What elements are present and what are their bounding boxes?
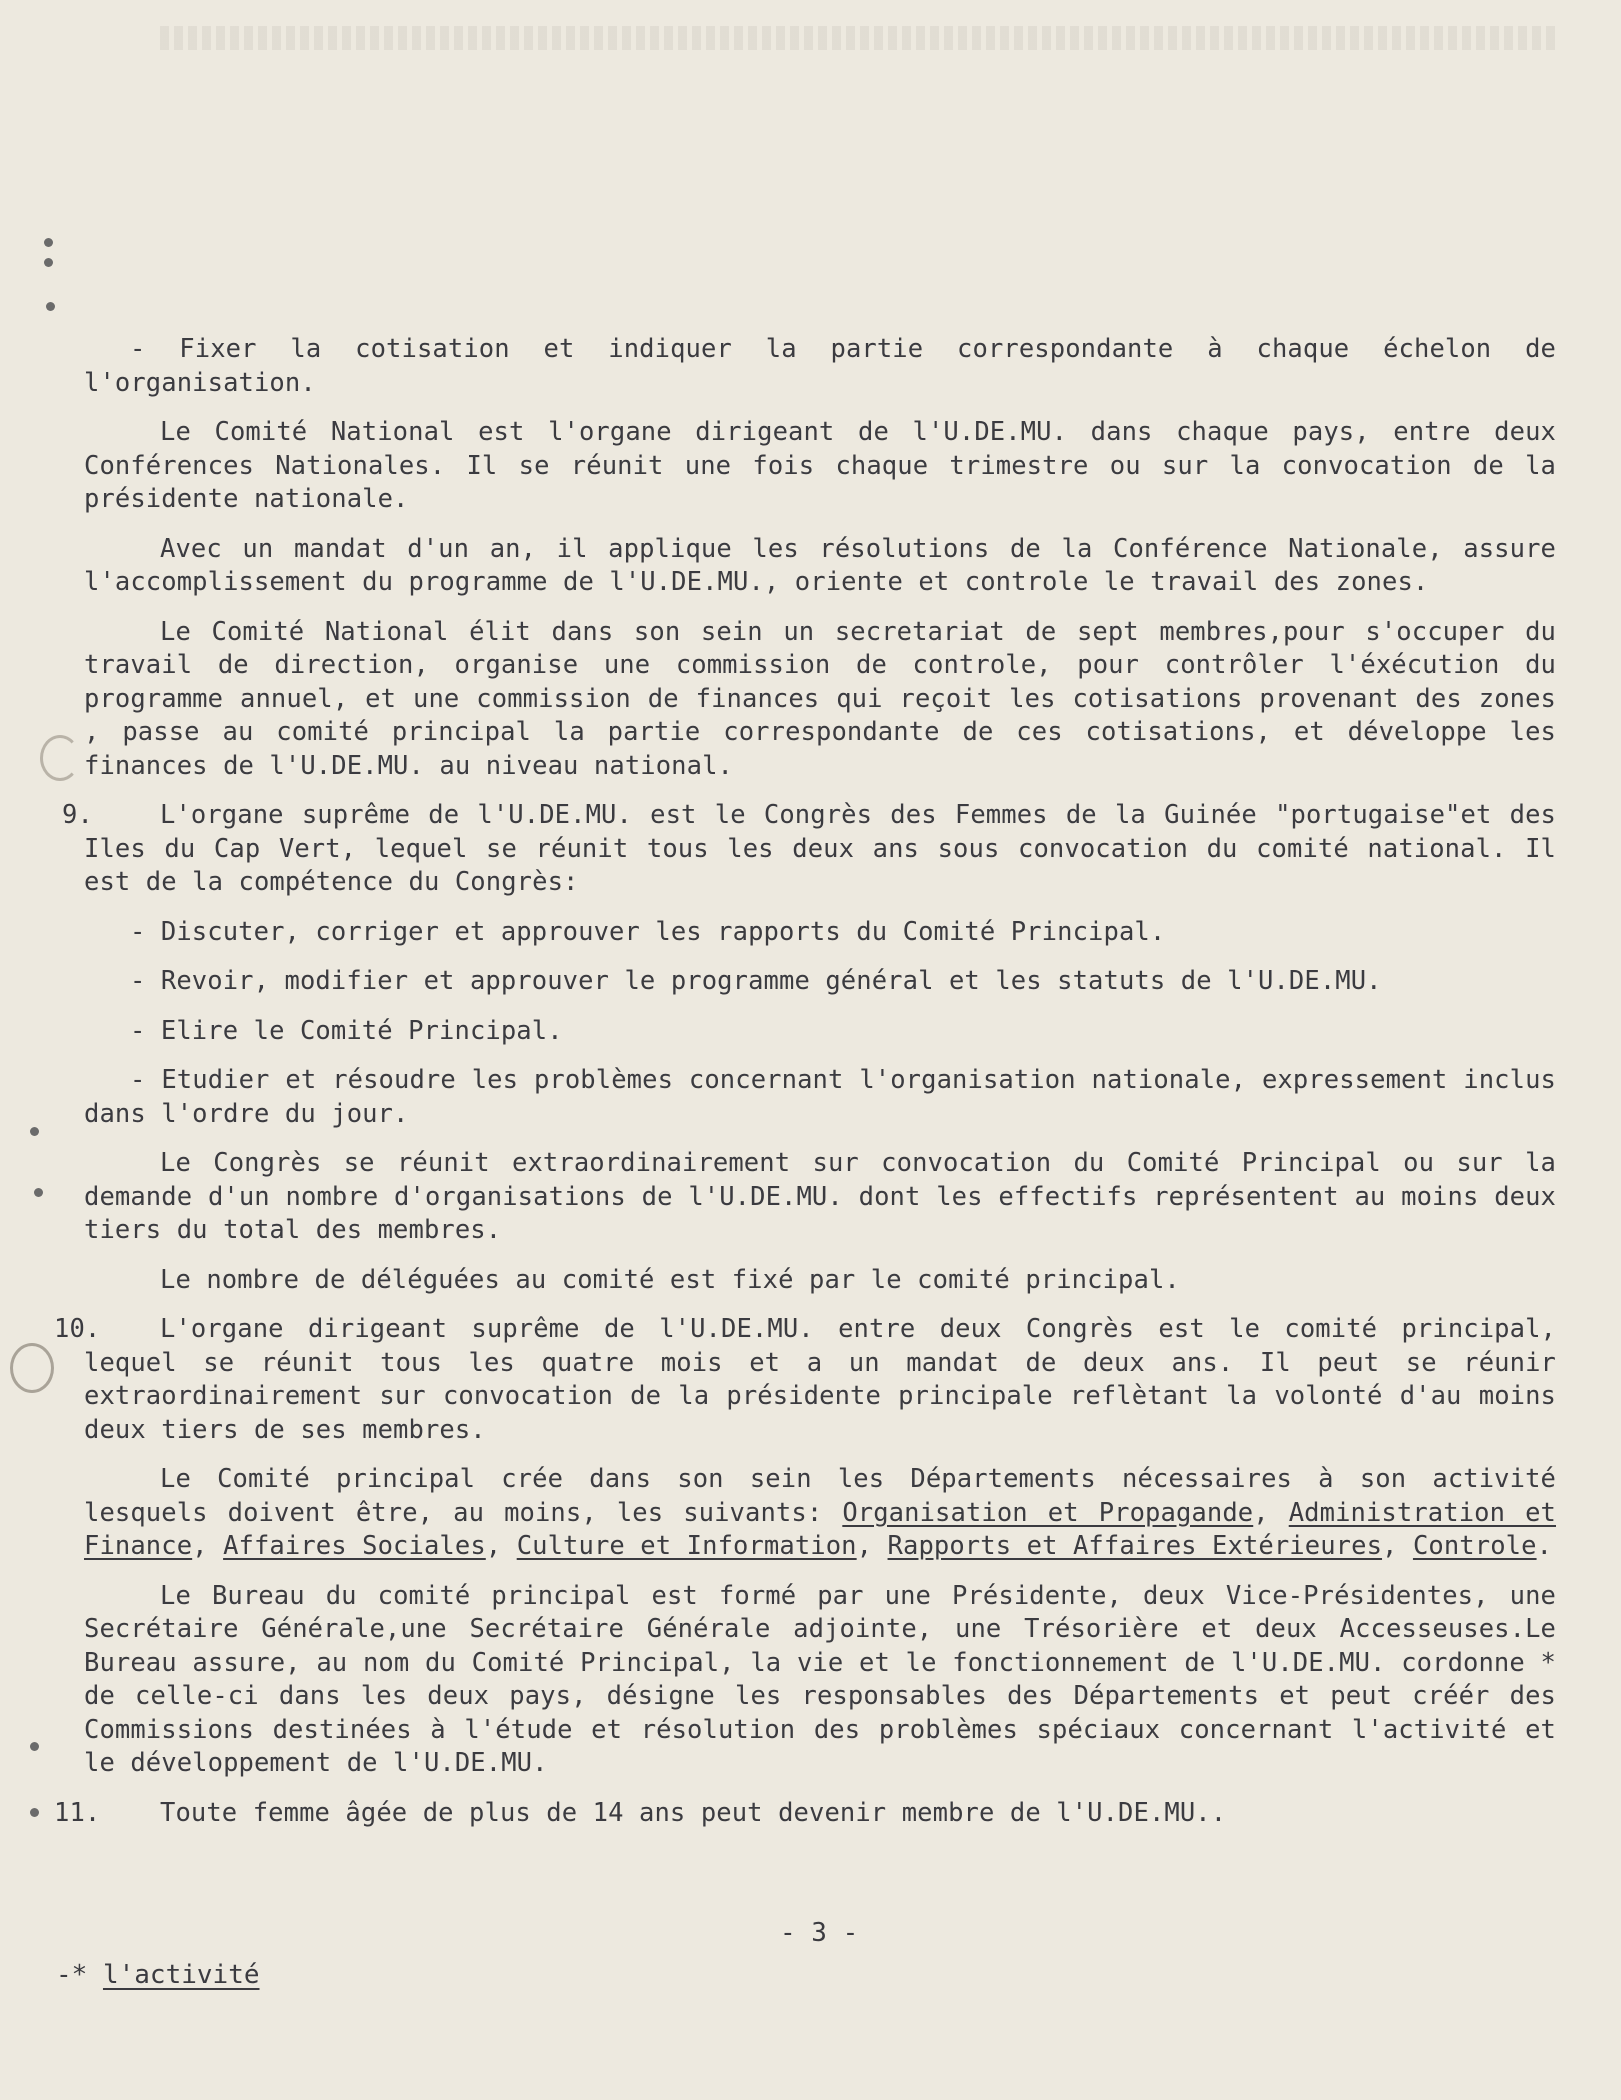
article-number: 10. <box>54 1314 101 1344</box>
list-item: - Discuter, corriger et approuver les rapports du Comité Principal. <box>130 916 1166 947</box>
paragraph-congres-extraordinaire: Le Congrès se réunit extraordinairement sur convocation du Comité Principal ou sur la demande d'un nombre d'organisations de l'U.DE.MU. dont les effectifs représentent au moins deux tiers du total des membres. <box>84 1148 1556 1245</box>
punch-hole <box>40 735 80 781</box>
department-item: Organisation et Propagande <box>842 1497 1254 1528</box>
footnote-text: l'activité <box>102 1960 260 1990</box>
footnote-marker: -* <box>56 1960 88 1990</box>
departments-intro: Le Comité principal crée dans son sein les Départements nécessaires à son activité lesquels doivent être, au moins, les suivants: <box>84 1464 1556 1528</box>
margin-mark <box>30 1742 39 1751</box>
article-11 <box>54 1797 1556 1831</box>
department-item: Culture et Information <box>516 1531 857 1561</box>
header-bleed-through <box>160 26 1560 50</box>
department-item: Affaires Sociales <box>223 1531 486 1561</box>
department-item: Administration et Finance <box>84 1497 1556 1561</box>
paragraph-bureau: Le Bureau du comité principal est formé par une Présidente, deux Vice-Présidentes, une Secrétaire Générale,une Secrétaire Générale adjointe, une Trésorière et deux Accesseuses.Le Bureau assure, au nom du Comité Principal, la vie et le fonctionnement de l'U.DE.MU. cordonne * de celle-ci dans les deux pays, désigne les responsables des Départements et peut créér des Commissions destinées à l'étude et résolution des problèmes spéciaux concernant l'activité et le développement de l'U.DE.MU. <box>84 1580 1556 1778</box>
article-text: Toute femme âgée de plus de 14 ans peut devenir membre de l'U.DE.MU.. <box>160 1797 1227 1828</box>
article-text: L'organe suprême de l'U.DE.MU. est le Congrès des Femmes de la Guinée "portugaise"et des Iles du Cap Vert, lequel se réunit tous les deux ans sous convocation du comité national. Il est de la compétence du Congrès: <box>84 800 1556 897</box>
paragraph-mandat: Avec un mandat d'un an, il applique les résolutions de la Conférence Nationale, assure l'accomplissement du programme de l'U.DE.MU., oriente et controle le travail des zones. <box>84 533 1556 597</box>
punch-hole <box>10 1343 54 1393</box>
page-number: - 3 - <box>780 1918 859 1948</box>
article-number: 9. <box>62 800 93 830</box>
document-body <box>54 333 1556 1846</box>
article-number: 11. <box>54 1797 101 1828</box>
list-item: - Elire le Comité Principal. <box>130 1015 563 1046</box>
margin-mark <box>44 238 53 247</box>
department-item: Rapports et Affaires Extérieures <box>887 1531 1383 1561</box>
margin-mark <box>44 258 53 267</box>
paragraph-comite-national: Le Comité National est l'organe dirigeant de l'U.DE.MU. dans chaque pays, entre deux Conférences Nationales. Il se réunit une fois chaque trimestre ou sur la convocation de la présidente nationale. <box>84 417 1556 514</box>
paragraph-departements: Le Comité principal crée dans son sein les Départements nécessaires à son activité lesquels doivent être, au moins, les suivants: Organisation et Propagande, Administration et Finance, Affaires Sociales, Culture et Information, Rapports et Affaires Extérieures, Controle. <box>84 1464 1556 1561</box>
paragraph-cotisation: - Fixer la cotisation et indiquer la partie correspondante à chaque échelon de l'organisation. <box>84 334 1556 398</box>
article-9 <box>62 799 1556 900</box>
department-item: Controle <box>1412 1531 1537 1561</box>
list-item: - Revoir, modifier et approuver le programme général et les statuts de l'U.DE.MU. <box>130 966 1382 996</box>
article-text: L'organe dirigeant suprême de l'U.DE.MU. entre deux Congrès est le comité principal, lequel se réunit tous les quatre mois et a un mandat de deux ans. Il peut se réunir extraordinairement sur convocation de la présidente principale reflètant la volonté d'au moins deux tiers de ses membres. <box>84 1314 1556 1445</box>
paragraph-secretariat: Le Comité National élit dans son sein un secretariat de sept membres,pour s'occuper du travail de direction, organise une commission de controle, pour contrôler l'éxécution du programme annuel, et une commission de finances qui reçoit les cotisations provenant des zones , passe au comité principal la partie correspondante de ces cotisations, et développe les finances de l'U.DE.MU. au niveau national. <box>84 616 1556 781</box>
margin-mark <box>30 1127 39 1136</box>
margin-mark <box>46 302 55 311</box>
margin-mark <box>34 1188 43 1197</box>
paragraph-delegues: Le nombre de déléguées au comité est fixé par le comité principal. <box>160 1264 1180 1295</box>
list-item: - Etudier et résoudre les problèmes concernant l'organisation nationale, expressement inclus dans l'ordre du jour. <box>84 1065 1556 1129</box>
article-10 <box>54 1313 1556 1447</box>
footnote <box>56 1960 260 1990</box>
margin-mark <box>30 1808 39 1817</box>
